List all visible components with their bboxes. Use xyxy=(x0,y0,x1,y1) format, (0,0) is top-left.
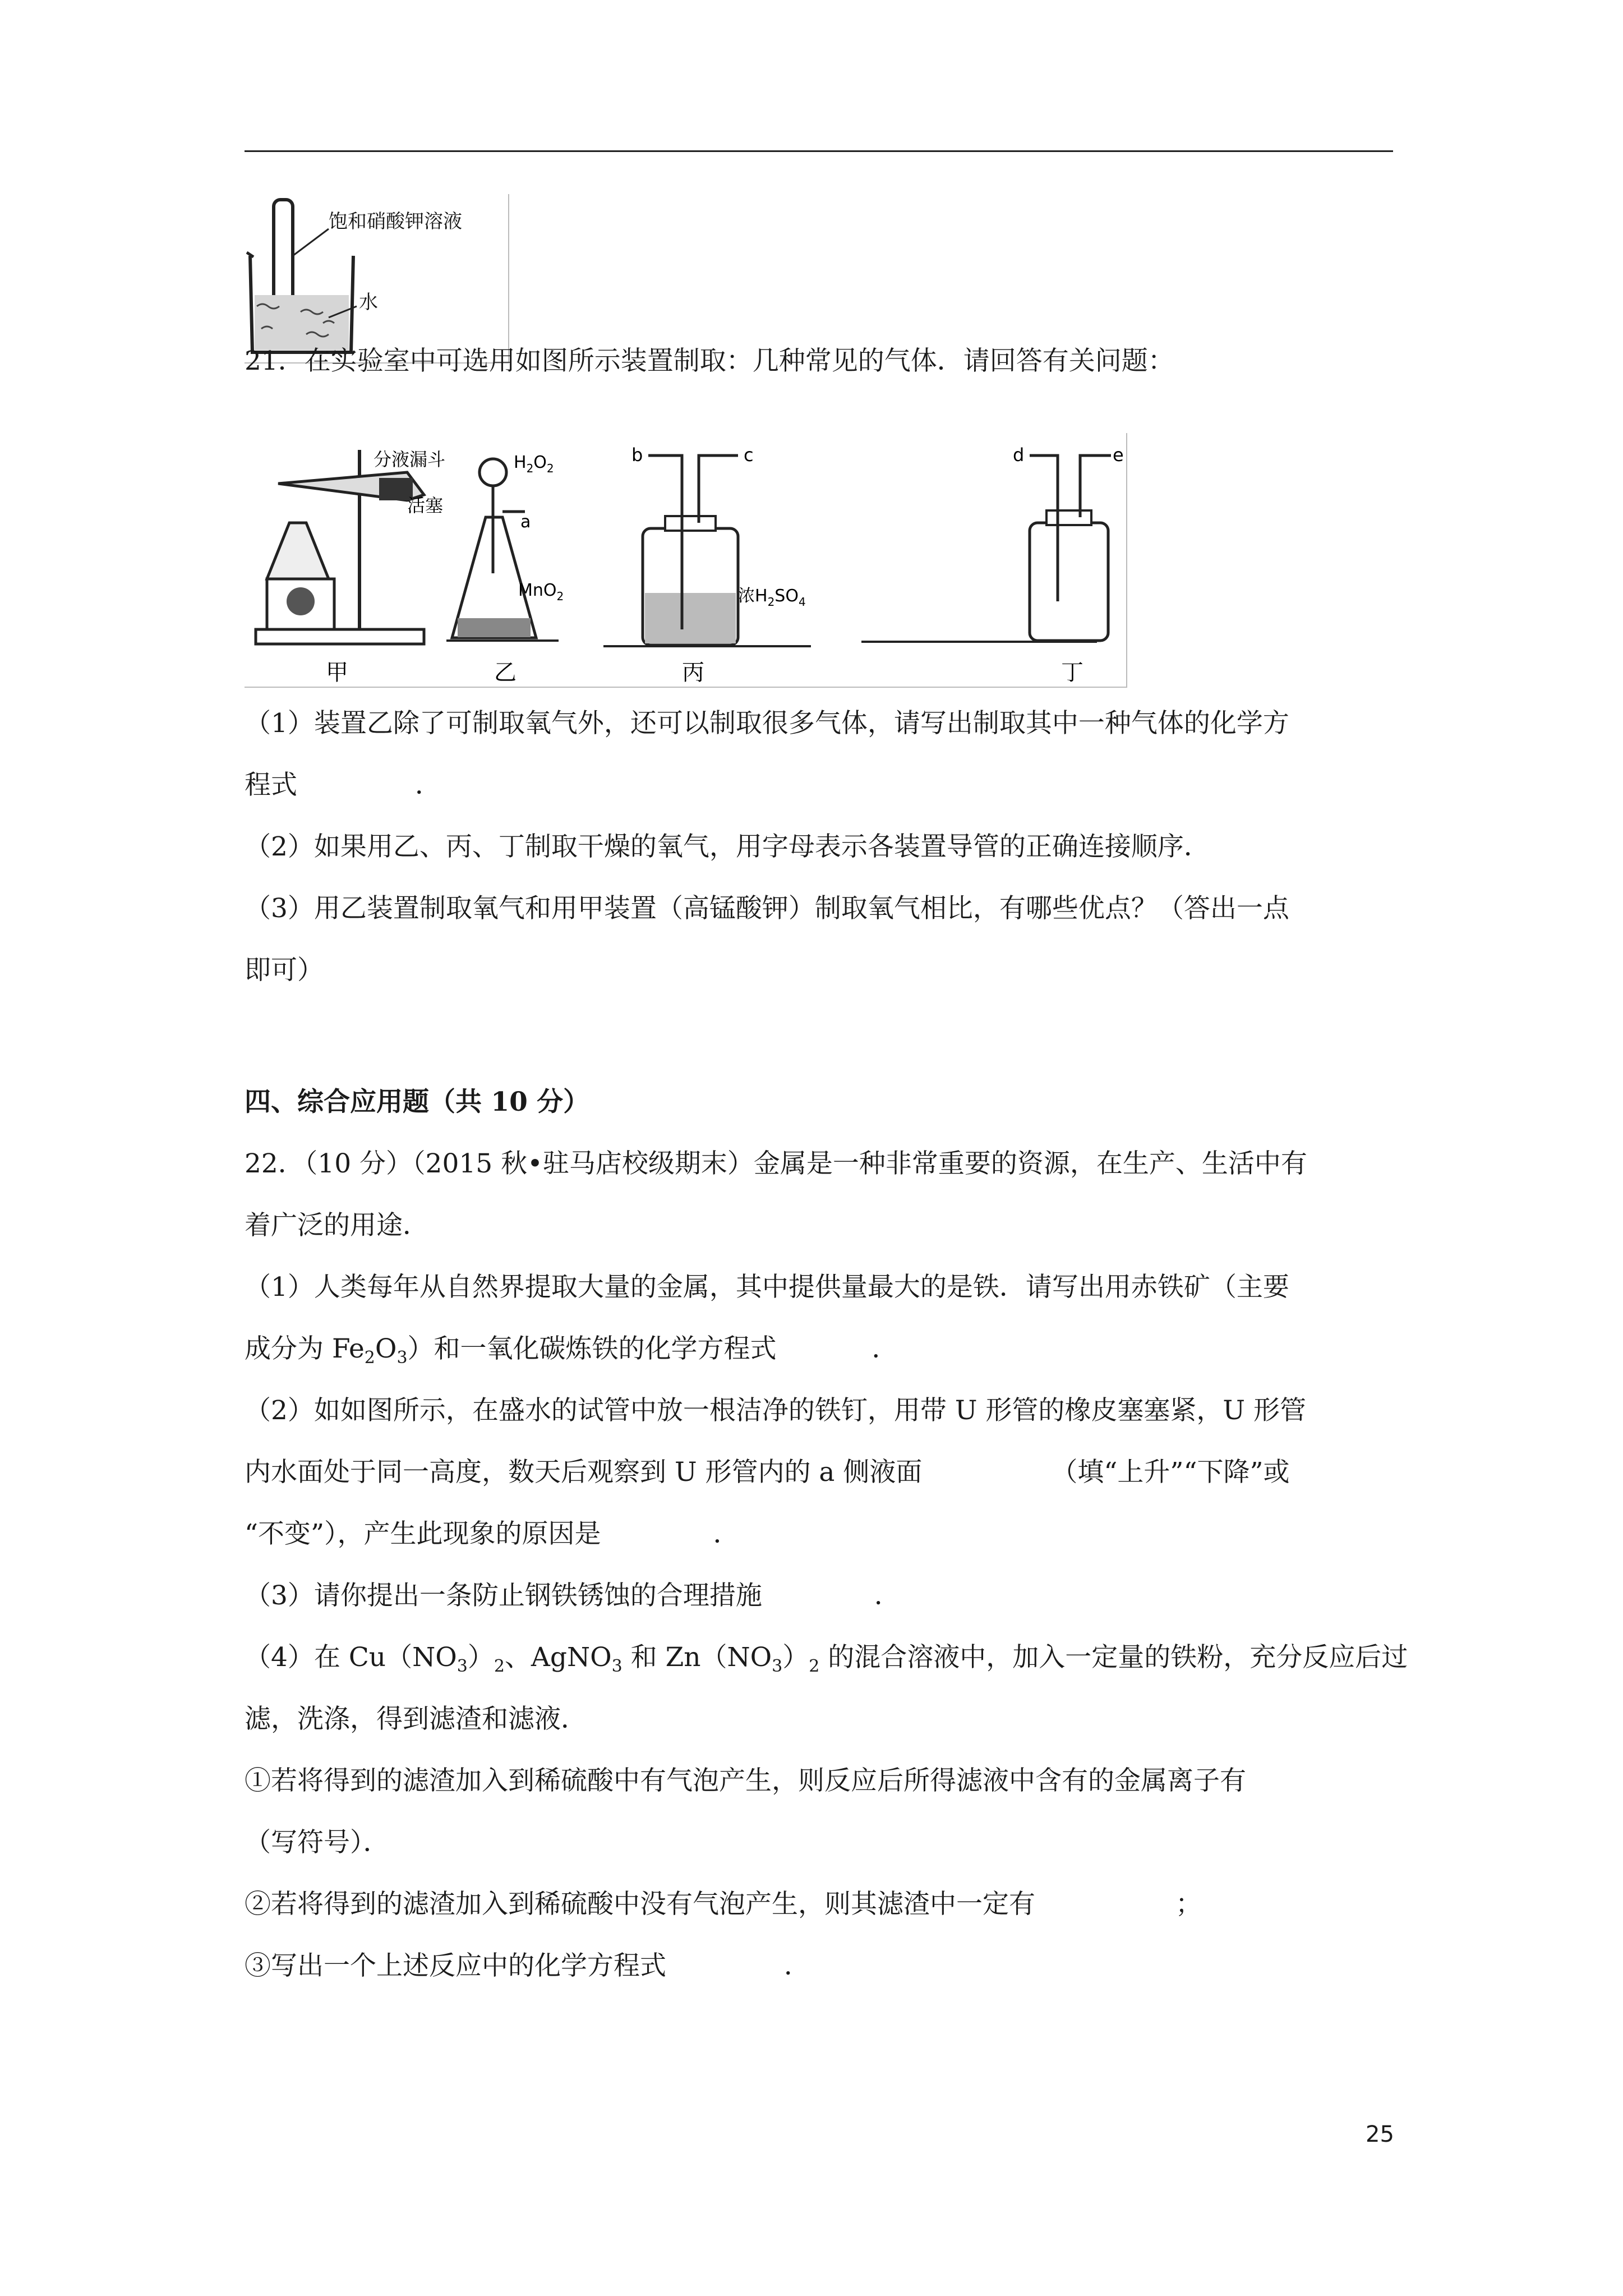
label-port-c: c xyxy=(744,444,754,466)
label-h2o2: $H_2O_2$ xyxy=(514,453,554,475)
q21-stem: 21．在实验室中可选用如图所示装置制取：几种常见的气体．请回答有关问题： xyxy=(245,346,1174,376)
label-valve: 活塞 xyxy=(407,495,444,516)
q22-part3: （3）请你提出一条防止钢铁锈蚀的合理措施 ． xyxy=(245,1580,901,1611)
q22-part2-line3: “不变”），产生此现象的原因是 ． xyxy=(245,1519,740,1549)
caption-yi: 乙 xyxy=(494,660,517,685)
caption-ding: 丁 xyxy=(1061,660,1083,685)
label-port-e: e xyxy=(1113,444,1124,466)
header-rule xyxy=(245,150,1393,152)
beaker-drawing xyxy=(245,194,508,362)
apparatus-ding xyxy=(861,444,1124,685)
label-port-a: a xyxy=(520,512,531,532)
q22-sub1-line2: （写符号）． xyxy=(245,1827,390,1858)
q22-part2-line2: 内水面处于同一高度，数天后观察到 U 形管内的 a 侧液面 （填“上升”“下降”或 xyxy=(245,1457,1290,1488)
q22-stem-line2: 着广泛的用途． xyxy=(245,1210,429,1241)
q21-part1-line1: （1）装置乙除了可制取氧气外，还可以制取很多气体，请写出制取其中一种气体的化学方 xyxy=(245,708,1289,739)
q21-part3-line1: （3）用乙装置制取氧气和用甲装置（高锰酸钾）制取氧气相比，有哪些优点？（答出一点 xyxy=(245,893,1289,924)
q22-part2-line1: （2）如如图所示，在盛水的试管中放一根洁净的铁钉，用带 U 形管的橡皮塞塞紧，U 形管 xyxy=(245,1395,1306,1426)
q22-sub3: ③写出一个上述反应中的化学方程式 ． xyxy=(245,1950,810,1981)
caption-jia: 甲 xyxy=(326,660,348,685)
q22-part1-line1: （1）人类每年从自然界提取大量的金属，其中提供量最大的是铁．请写出用赤铁矿（主要 xyxy=(245,1272,1289,1303)
q22-stem-line1: 22．（10 分）（2015 秋•驻马店校级期末）金属是一种非常重要的资源，在生产、生活中有 xyxy=(245,1148,1307,1179)
q21-part1-line2: 程式 ． xyxy=(245,770,441,800)
page-number: 25 xyxy=(1366,2122,1394,2147)
caption-bing: 丙 xyxy=(682,660,704,685)
label-funnel: 分液漏斗 xyxy=(374,449,446,470)
apparatus-jia xyxy=(256,450,424,685)
apparatus-figure xyxy=(245,433,1127,688)
label-conc-h2so4: 浓$H_2SO_4$ xyxy=(738,586,806,609)
beaker-figure xyxy=(245,194,509,364)
label-mno2: MnO$_2$ xyxy=(518,581,564,603)
q21-part2: （2）如果用乙、丙、丁制取干燥的氧气，用字母表示各装置导管的正确连接顺序． xyxy=(245,831,1210,862)
apparatus-drawing xyxy=(245,433,1126,687)
q22-part4-line2: 滤，洗涤，得到滤渣和滤液． xyxy=(245,1704,587,1734)
label-saturated-kno3: 饱和硝酸钾溶液 xyxy=(329,210,462,233)
q22-sub2: ②若将得到的滤渣加入到稀硫酸中没有气泡产生，则其滤渣中一定有 ； xyxy=(245,1889,1202,1920)
apparatus-bing xyxy=(603,444,811,685)
label-port-b: b xyxy=(631,444,643,466)
section4-heading: 四、综合应用题（共 10 分） xyxy=(245,1087,590,1117)
label-port-d: d xyxy=(1013,444,1025,466)
q22-part4-line1: （4）在 $Cu(NO_3)_2$、AgNO$_3$ 和 $Zn(NO_3)_2$ 的混合溶液中，加入一定量的铁粉，充分反应后过 xyxy=(245,1642,1408,1676)
q21-part3-line2: 即可） xyxy=(245,955,324,986)
q22-part1-line2: 成分为 $Fe_2O_3$）和一氧化碳炼铁的化学方程式 ． xyxy=(245,1333,898,1368)
label-water: 水 xyxy=(359,291,378,314)
q22-sub1-line1: ①若将得到的滤渣加入到稀硫酸中有气泡产生，则反应后所得滤液中含有的金属离子有 xyxy=(245,1765,1246,1796)
